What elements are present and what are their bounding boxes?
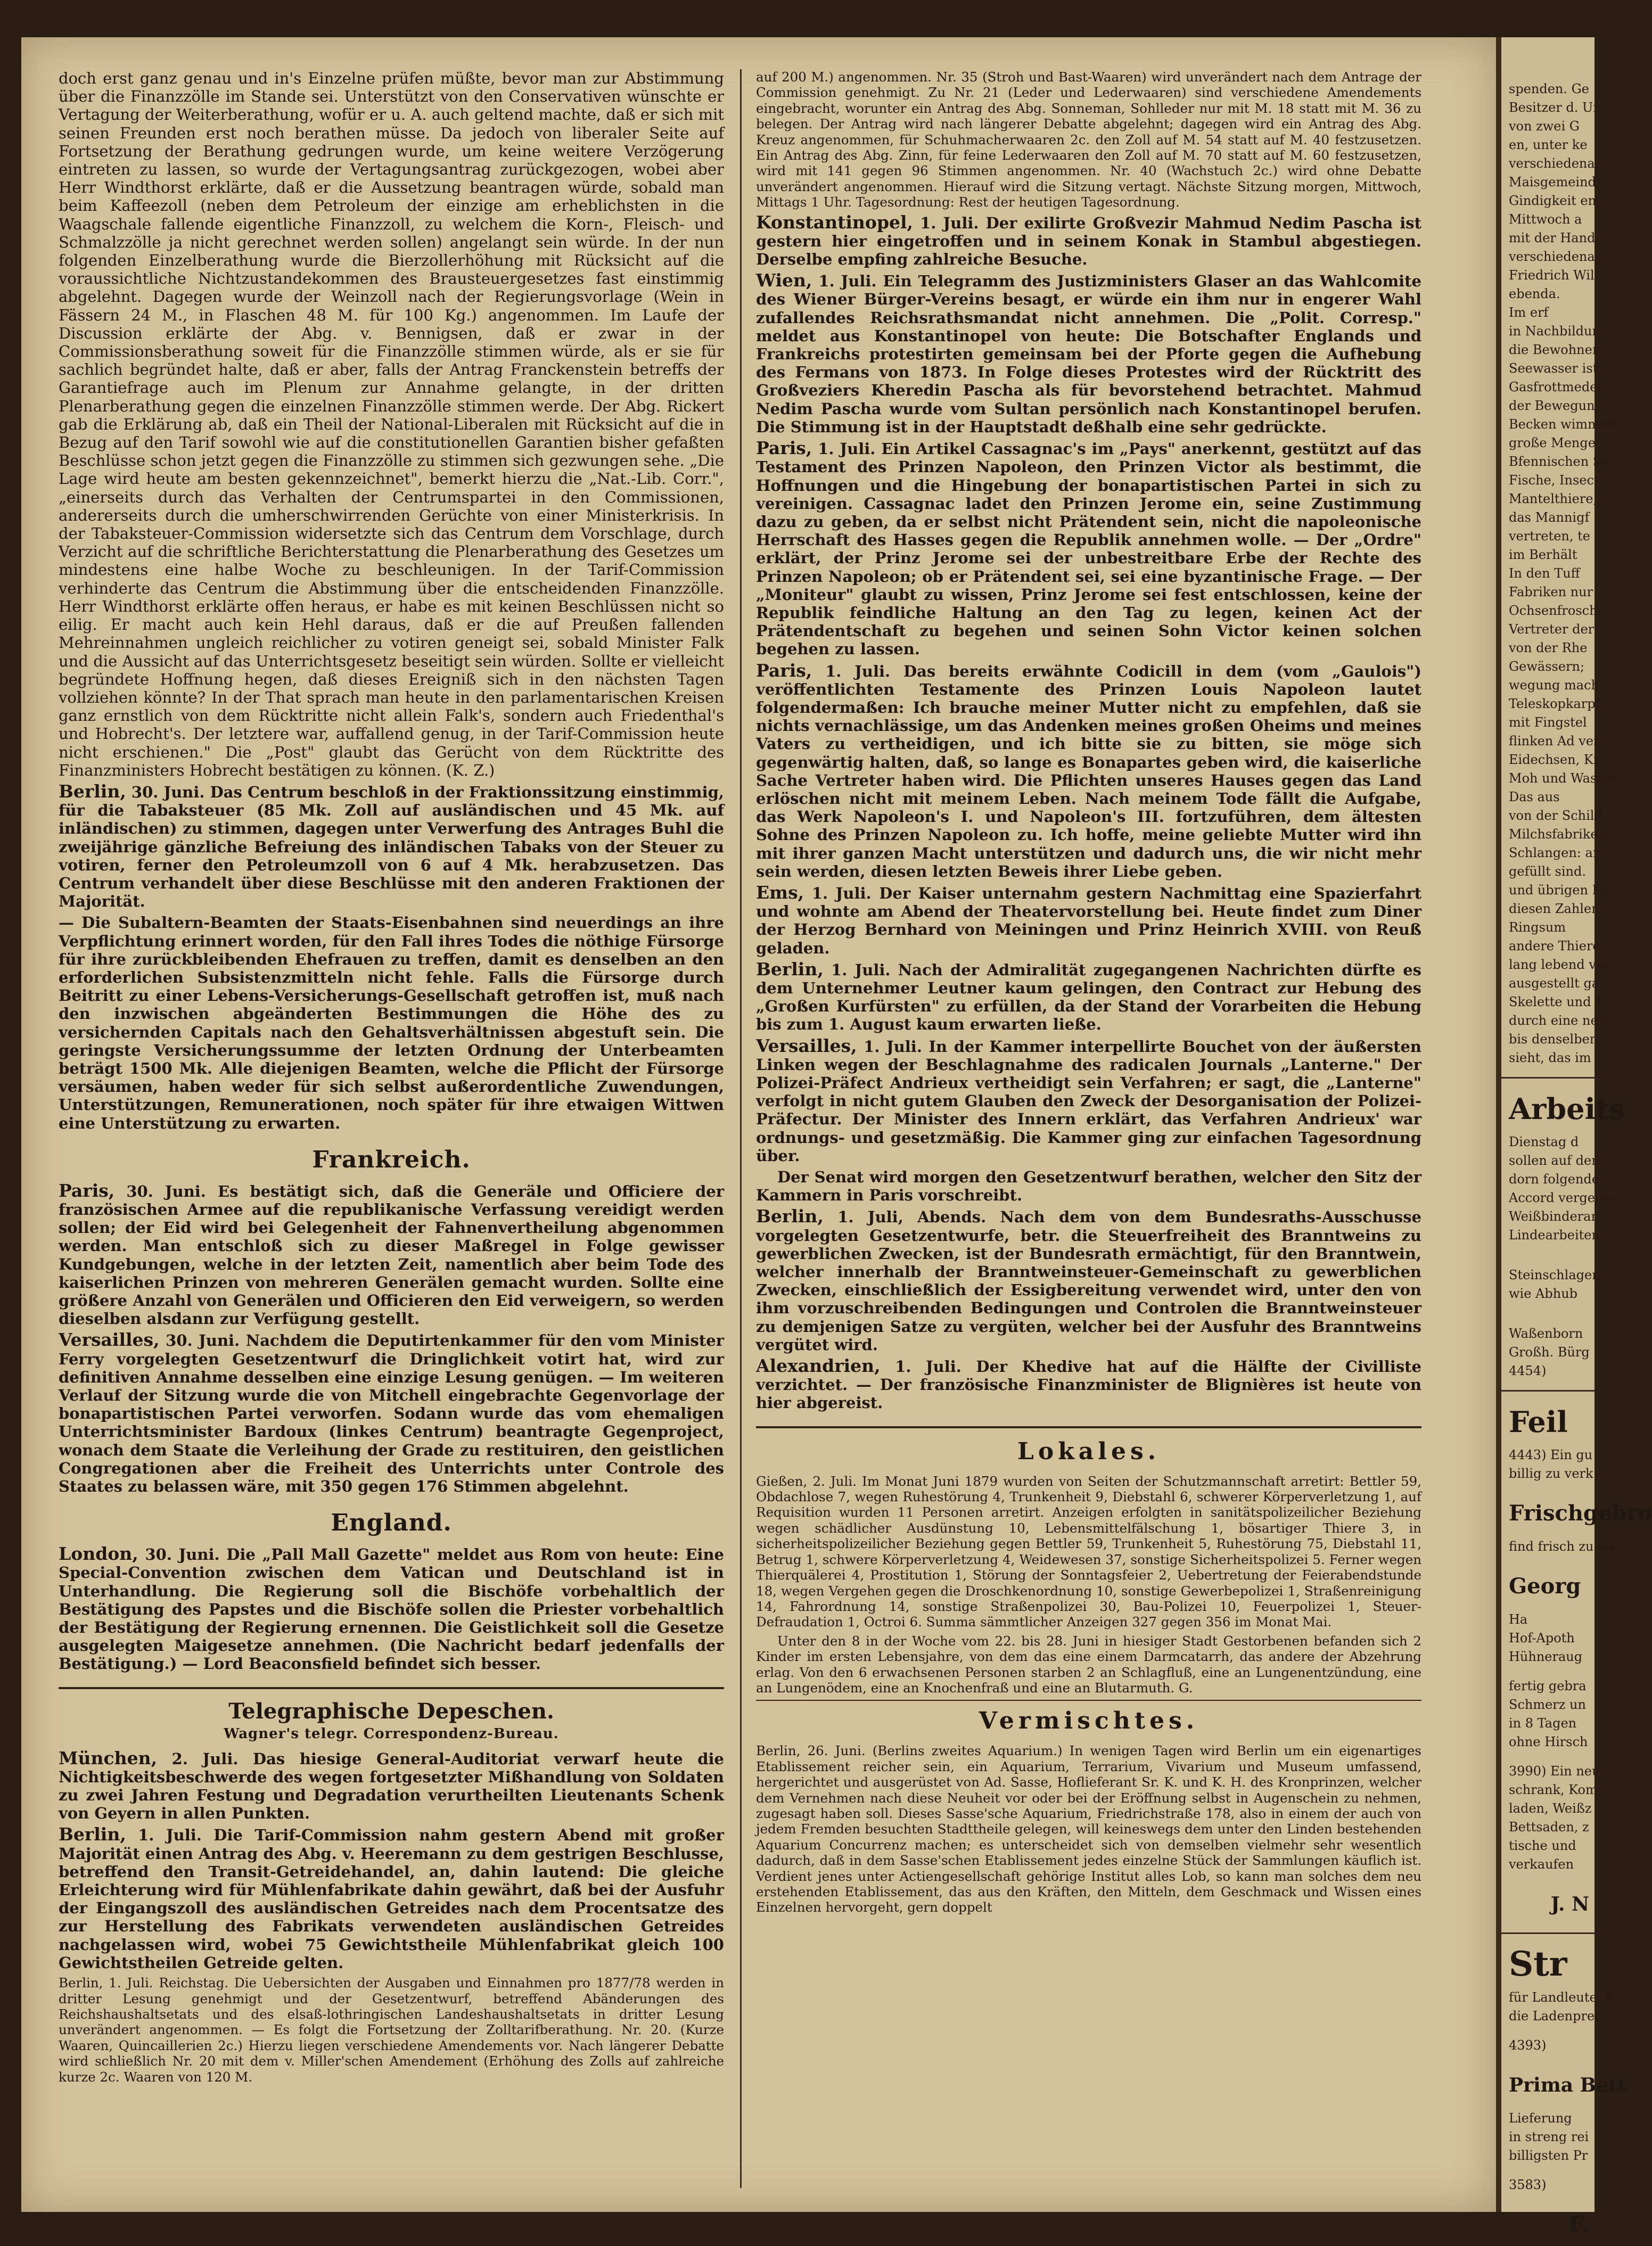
edge-text-line: lang lebend ver (1509, 957, 1610, 972)
article-muenchen (59, 1749, 724, 1823)
edge-text-line: flinken Ad ver (1509, 734, 1600, 748)
edge-ad-heading: Frischgebro (1509, 1501, 1652, 1526)
edge-text-line: Gasfrottmeder (1509, 380, 1604, 394)
edge-text-line: Moh und Wasser (1509, 771, 1617, 786)
edge-text-line: billigsten Pr (1509, 2148, 1588, 2163)
edge-text-line: In den Tuff (1509, 566, 1580, 581)
edge-text-line: Ochsenfrosche (1509, 603, 1605, 618)
section-divider (59, 1687, 724, 1689)
dateline: London, (59, 1543, 138, 1565)
edge-text-line: für Landleute, fe (1509, 1990, 1618, 2005)
dateline: Berlin, (756, 1206, 824, 1227)
edge-text-line: Fabriken nur (1509, 585, 1593, 599)
article-text: 1. Juli, Abends. Nach dem von dem Bundesraths-Ausschusse vorgelegten Gesetzentwurfe, betr. die Steuerfreiheit des Branntweins zu gewerblichen Zwecken, ist der Bundesrath ermächtigt, für den Branntwein, welcher innerhalb der Branntweinsteuer-Gemeinschaft zu gewerblichen Zwecken, einschließlich der Essigbereitung verwendet wird, unter den von ihm vorzuschreibenden Bedingungen und Controlen die Branntweinsteuer zu demjenigen Satze zu vergüten, welcher bei der Ausfuhr des Branntweins vergütet wird. (756, 1208, 1421, 1354)
edge-text-line: im Berhält (1509, 547, 1577, 562)
column-left (59, 69, 724, 2188)
edge-heading: Arbeits (1509, 1092, 1625, 1126)
edge-text-line: ebenda. (1509, 286, 1560, 301)
dateline: Berlin, (59, 1824, 126, 1845)
edge-text-block (1501, 2036, 1595, 2055)
article-text: 1. Juli. Die Tarif-Commission nahm gestern Abend mit großer Majorität einen Antrag des Abg. v. Heeremann zu dem gestrigen Beschlusse, betreffend den Transit-Getreidehandel, an, dahin lautend: Die gleiche Erleichterung wird für Mühlenfabrikate dahin gewährt, daß bei der Ausfuhr der Eingangszoll des ausländischen Getreides nach dem Procentsatze des zur Herstellung des Fabrikats verwendeten ausländischen Getreides nachgelassen wird, wobei 75 Gewichtstheile Mühlenfabrikat gleich 100 Gewichtstheilen Getreide gelten. (59, 1826, 724, 1972)
edge-text-line: sieht, das im (1509, 1050, 1591, 1065)
dateline: Versailles, (756, 1035, 857, 1056)
edge-text-line: fertig gebra (1509, 1679, 1587, 1693)
column-right (756, 69, 1421, 2188)
newspaper-page (21, 37, 1496, 2212)
edge-text-line: in Nachbildun (1509, 324, 1600, 339)
section-divider (756, 1426, 1421, 1428)
article-text: 30. Juni. Nachdem die Deputirtenkammer für den vom Minister Ferry vorgelegten Gesetzentwurf die Dringlichkeit votirt hat, wird zur definitiven Annahme desselben eine einzige Lesung genügen. — Im weiteren Verlauf der Sitzung wurde die von Mitchell eingebrachte Gegenvorlage der bonapartistischen Partei verworfen. Sodann wurde das vom ehemaligen Unterrichtsminister Bardoux (linkes Centrum) beantragte Gegenproject, wonach dem Staate die Verleihung der Grade zu restituiren, den geistlichen Congregationen aber die Freiheit des Unterrichts unter Controle des Staates zu belassen wäre, mit 350 gegen 176 Stimmen abgelehnt. (59, 1331, 724, 1496)
edge-text-line: billig zu verk (1509, 1466, 1593, 1481)
edge-text-line: ohne Hirsch (1509, 1734, 1588, 1749)
edge-text-line: bis denselben (1509, 1032, 1598, 1047)
edge-text-line: wegung mach (1509, 678, 1599, 693)
dateline: München, (59, 1747, 158, 1768)
edge-rule (1501, 1932, 1595, 1934)
article-konstantinopel (756, 213, 1421, 269)
edge-text-line: Großh. Bürg (1509, 1345, 1590, 1360)
edge-text-line: vertreten, te (1509, 529, 1590, 544)
article-aquarium: Berlin, 26. Juni. (Berlins zweites Aquarium.) In wenigen Tagen wird Berlin um ein eigenartiges Etablissement reicher sein, ein Aquarium, Terrarium, Vivarium und Museum umfassend, hergerichtet und ausgerüstet von Ad. Sasse, Hoflieferant Sr. K. und K. H. des Kronprinzen, welcher dem Vernehmen nach diese Neuheit vor oder bei der Eröffnung selbst in Augenschein zu nehmen, zugesagt haben soll. Dieses Sasse'sche Aquarium, Friedrichstraße 178, also in einem der auch von jedem Fremden besuchten Stadttheile gelegen, will keineswegs dem unter den Linden bestehenden Aquarium Concurrenz machen; es unterscheidet sich von demselben vielmehr sehr wesentlich dadurch, daß in dem Sasse'schen Etablissement jedes einzelne Stück der Sammlungen käuflich ist. Verdient jenes unter Actiengesellschaft gehörige Institut alles Lob, so kann man solches dem neu erstehenden Etablissement, das aus den Kräften, den Mitteln, dem Geschmack und Wissen eines Einzelnen hervorgeht, gern doppelt (756, 1743, 1421, 1915)
article-text: 30. Juni. Das Centrum beschloß in der Fraktionssitzung einstimmig, für die Tabaksteuer (85 Mk. Zoll auf ausländischen und 45 Mk. auf inländischen) zu stimmen, dagegen unter Verwerfung des Antrages Buhl die zweijährige gänzliche Befreiung des inländischen Tabaks von der Steuer zu votiren, ferner den Petroleumzoll von 6 auf 4 Mk. herabzusetzen. Das Centrum verhandelt über diese Beschlüsse mit den anderen Fraktionen der Majorität. (59, 783, 724, 911)
edge-text-line: Hühneraug (1509, 1649, 1583, 1664)
edge-text-line: Milchsfabriken (1509, 827, 1607, 842)
edge-text-line: ausgestellt ga (1509, 976, 1600, 991)
edge-heading: Str (1509, 1944, 1567, 1984)
edge-text-line: verkaufen (1509, 1857, 1574, 1872)
dateline: Alexandrien, (756, 1355, 881, 1377)
article-berlin-reichstag: Berlin, 1. Juli. Reichstag. Die Uebersichten der Ausgaben und Einnahmen pro 1877/78 werden in dritter Lesung genehmigt und der Gesetzentwurf, betreffend Abänderungen des Reichshaushaltsetats und des elsaß-lothringischen Landeshaushaltsetats in dritter Lesung unverändert angenommen. — Es folgt die Fortsetzung der Zolltarifberathung. Nr. 20. (Kurze Waaren, Quincaillerien 2c.) Hierzu liegen verschiedene Amendements vor. Nach längerer Debatte wird schließlich Nr. 20 mit dem v. Miller'schen Amendement (Erhöhung des Zolls auf zahlreiche kurze 2c. Waaren von 120 M. (59, 1975, 724, 2085)
edge-text-line: en, unter ke (1509, 137, 1588, 152)
edge-ad-heading: Georg (1509, 1574, 1581, 1599)
edge-heading: Feil (1509, 1405, 1568, 1439)
edge-text-line: Vertreter der (1509, 622, 1595, 637)
article-text: 1. Juli. Ein Telegramm des Justizministers Glaser an das Wahlcomite des Wiener Bürger-Vereins besagt, er würde ein ihm nur in engerer Wahl zufallendes Reichsrathsmandat nicht annehmen. Die „Polit. Corresp." meldet aus Konstantinopel von heute: Die Botschafter Englands und Frankreichs protestirten gemeinsam bei der Pforte gegen die Aufhebung des Fermans von 1873. In Folge dieses Protestes wird der Rücktritt des Großveziers Kheredin Pascha als für bevorstehend betrachtet. Mahmud Nedim Pascha wurde vom Sultan persönlich nach Konstantinopel berufen. Die Stimmung ist in der Hauptstadt deßhalb eine sehr gedrückte. (756, 272, 1421, 436)
edge-text-line: Fische, Insect (1509, 473, 1599, 488)
edge-text-line: Waßenborn (1509, 1326, 1583, 1341)
article-versailles-unterricht (59, 1331, 724, 1495)
edge-text-line: sollen auf dem (1509, 1153, 1604, 1168)
section-heading-lokales: Lokales. (1017, 1437, 1161, 1465)
edge-text-line: verschiedenar (1509, 156, 1601, 171)
edge-text-line: 4454) (1509, 1363, 1547, 1378)
edge-text-block (1501, 1133, 1619, 1245)
edge-text-block (1501, 2176, 1595, 2194)
edge-text-line: laden, Weißz (1509, 1801, 1592, 1816)
edge-rule (1501, 1077, 1595, 1079)
edge-text-line: Mantelthiere, (1509, 491, 1598, 506)
edge-text-line: in 8 Tagen (1509, 1716, 1577, 1731)
edge-text-line: Steinschlagen (1509, 1268, 1600, 1282)
edge-text-block (1501, 2109, 1595, 2165)
edge-text-line: 3990) Ein neu (1509, 1764, 1600, 1779)
edge-text-line: Becken wimmeln (1509, 417, 1620, 432)
edge-text-line: Accord vergeben (1509, 1190, 1619, 1205)
edge-text-line: Gewässern; (1509, 659, 1585, 674)
edge-text-line: Schmerz un (1509, 1697, 1586, 1712)
dateline: Berlin, (756, 958, 824, 980)
edge-text-line: Eidechsen, Kro (1509, 752, 1607, 767)
edge-ad-heading: J. N (1550, 1893, 1589, 1915)
edge-text-line: die Bewohner (1509, 342, 1599, 357)
dateline: Paris, (756, 660, 812, 681)
reichstag-report-text: doch erst ganz genau und in's Einzelne prüfen müßte, bevor man zur Abstimmung über die Finanzzölle im Stande sei. Unterstützt von den Conservativen wünschte er Vertagung der Weiterberathung, wofür er u. A. auch geltend machte, daß er sich mit seinen Freunden erst noch berathen müsse. Da jedoch von liberaler Seite auf Fortsetzung der Berathung gedrungen wurde, um keine weitere Verzögerung eintreten zu lassen, so wurde der Vertagungsantrag zurückgezogen, wobei aber Herr Windthorst erklärte, daß er die Aussetzung beantragen würde, sobald man beim Kaffeezoll (neben dem Petroleum der einzige am erheblichsten in die Waagschale fallende eigentliche Finanzzoll, zu welchem die Korn-, Fleisch- und Schmalzzölle ja nicht gerechnet werden sollen) angelangt sein würde. In der nun folgenden Einzelberathung wurde die Bierzollerhöhung mit Rücksicht auf die voraussichtliche Nichtzustandekommen des Brausteuergesetzes fast einstimmig abgelehnt. Dagegen wurde der Weinzoll nach der Regierungsvorlage (Wein in Fässern 24 M., in Flaschen 48 M. für 100 Kg.) angenommen. Im Laufe der Discussion erklärte der Abg. v. Bennigsen, daß er zwar in der Commissionsberathung soweit für die Finanzzölle stimmen würde, als er sie für sachlich begründet halte, daß er aber, falls der Antrag Franckenstein betreffs der Garantiefrage auch im Plenum zur Annahme gelangte, in der dritten Plenarberathung gegen die einzelnen Finanzzölle stimmen werde. Der Abg. Rickert gab die Erklärung ab, daß ein Theil der National-Liberalen mit Rücksicht auf die in Bezug auf den Tarif sowohl wie auf die constitutionellen Garantien bisher gefaßten Beschlüsse schon jetzt gegen die Finanzzölle zu stimmen sich gezwungen sehe. „Die Lage wird heute am besten gekennzeichnet", bemerkt hierzu die „Nat.-Lib. Corr.", „einerseits durch das Verhalten der Centrumspartei in den Commissionen, andererseits durch die umherschwirrenden Gerüchte von einer Ministerkrisis. In der Tabaksteuer-Commission widersetzte sich das Centrum dem Vorschlage, durch Verzicht auf die schriftliche Berichterstattung die Plenarberathung des Gesetzes um mindestens eine halbe Woche zu beschleunigen. In der Tarif-Commission verhinderte das Centrum die Abstimmung über die entscheidenden Finanzzölle. Herr Windthorst erklärte offen heraus, er habe es mit keinen Beschlüssen nicht so eilig. Er macht auch kein Hehl daraus, daß er die auf Preußen fallenden Mehreinnahmen ungleich reichlicher zu votiren geneigt sei, sobald Minister Falk und die Aussicht auf das Unterrichtsgesetz beseitigt sein würden. Sollte er vielleicht begründete Hoffnung hegen, daß dieses Ereigniß sich in den nächsten Tagen vollziehen könnte? In der That sprach man heute in den parlamentarischen Kreisen ganz ernstlich von dem Rücktritte nicht allein Falk's, sondern auch Friedenthal's und Hobrecht's. Der letztere war, auffallend genug, in der Tarif-Commission heute nicht erschienen." Die „Post" glaubt das Gerücht von dem Rücktritte des Finanzministers Hobrecht bestätigen zu können. (K. Z.) (59, 69, 724, 779)
edge-text-block (1501, 1762, 1600, 1781)
article-giessen: Gießen, 2. Juli. Im Monat Juni 1879 wurden von Seiten der Schutzmannschaft arretirt: Bettler 59, Obdachlose 7, wegen Ruhestörung 4, Trunkenheit 9, Diebstahl 6, schwerer Körperverletzung 1, auf Requisition wurden 11 Personen arretirt. Anzeigen erfolgten in sanitätspolizeilicher Beziehung wegen schädlicher Ausdünstung 10, Lebensmittelfälschung 1, bösartiger Thiere 3, in sicherheitspolizeilicher Beziehung gegen Bettler 59, Trunkenheit 5, Ruhestörung 75, Diebstahl 11, Betrug 1, schwere Körperverletzung 4, Weidewesen 37, sonstige Sicherheitspolizei 5. Ferner wegen Thierquälerei 4, Prostitution 1, Störung der Sonntagsfeier 2, Uebertretung der Feierabendstunde 18, wegen Vergehen gegen die Droschkenordnung 10, sonstige Gewerbepolizei 1, Straßenreinigung 14, Fahrordnung 14, sonstige Straßenpolizei 30, Bau-Polizei 10, Feuerpolizei 1, Steuer-Defraudation 1, Octroi 6. Summa sämmtlicher Anzeigen 327 gegen 356 im Monat Mai. (756, 1473, 1421, 1630)
edge-text-line: andere Thiere o (1509, 939, 1612, 953)
edge-text-line: Lindearbeiten (1509, 1228, 1600, 1243)
article-versailles-lanterne (756, 1037, 1421, 1165)
article-text: 1. Juli. Das bereits erwähnte Codicill in dem (vom „Gaulois") veröffentlichten Testamente des Prinzen Louis Napoleon lautet folgendermaßen: Ich brauche meiner Mutter nicht zu empfehlen, daß sie nichts vernachlässige, um das Andenken meines großen Oheims und meines Vaters zu vertheidigen, und ich bitte sie zu bitten, sie möge sich gegenwärtig halten, daß, so lange es Bonapartes geben wird, die kaiserliche Sache Vertreter haben wird. Die Pflichten unseres Hauses gegen das Land erlöschen nicht mit meinem Leben. Nach meinem Tode fällt die Aufgabe, das Werk Napoleon's I. und Napoleon's III. fortzuführen, dem ältesten Sohne des Prinzen Napoleon zu. Ich hoffe, meine geliebte Mutter wird ihn mit ihrer ganzen Macht unterstützen und dadurch uns, die wir nicht mehr sein werden, diesen letzten Beweis ihrer Liebe geben. (756, 662, 1421, 881)
article-text: 2. Juli. Das hiesige General-Auditoriat verwarf heute die Nichtigkeitsbeschwerde des wegen fortgesetzter Mißhandlung von Soldaten zu zwei Jahren Festung und Degradation verurtheilten Lieutenants Schenk von Geyern in allen Punkten. (59, 1749, 724, 1823)
dateline: Ems, (756, 882, 804, 903)
edge-text-line: der Bewegun (1509, 398, 1595, 413)
edge-text-line: verschiedenar (1509, 249, 1601, 264)
edge-text-line: spenden. Ge (1509, 81, 1589, 96)
edge-text-line: 4393) (1509, 2038, 1547, 2053)
edge-text-line: mit Fingstel (1509, 715, 1587, 730)
edge-text-line: das Mannigf (1509, 510, 1590, 525)
edge-text-line: diesen Zahlen (1509, 901, 1600, 916)
edge-text-line: Ha (1509, 1612, 1528, 1627)
edge-text-line: mit der Hand (1509, 231, 1596, 245)
edge-text-line: Im erf (1509, 305, 1549, 320)
edge-text-line: von der Schild (1509, 808, 1602, 823)
article-text: 1. Juli. Der Khedive hat auf die Hälfte der Civilliste verzichtet. — Der französische Finanzminister de Blignières ist heute von hier abgereist. (756, 1358, 1421, 1412)
section-divider (756, 1700, 1421, 1701)
edge-text-block (1501, 1537, 1614, 1556)
edge-text-block (1501, 1324, 1595, 1380)
edge-text-line: Seewasser ist (1509, 361, 1598, 376)
edge-rule (1501, 1390, 1595, 1392)
edge-text-line: Weißbinderar (1509, 1209, 1597, 1224)
article-paris-testament (756, 662, 1421, 881)
article-alexandrien (756, 1357, 1421, 1412)
edge-text-block (1501, 1610, 1595, 1666)
edge-text-line: Hof-Apoth (1509, 1631, 1575, 1646)
edge-text-line: Besitzer d. Un (1509, 100, 1601, 115)
edge-text-block (1501, 80, 1620, 1067)
article-senat: Der Senat wird morgen den Gesetzentwurf berathen, welcher den Sitz der Kammern in Paris vorschreibt. (756, 1168, 1421, 1205)
edge-text-line: und übrigen Fa (1509, 883, 1608, 898)
article-berlin-branntwein (756, 1207, 1421, 1354)
edge-ad-heading: F. (1568, 2212, 1589, 2237)
article-text: 1. Juli. In der Kammer interpellirte Bouchet von der äußersten Linken wegen der Beschlagnahme des radicalen Journals „Lanterne." Der Polizei-Präfect Andrieux vertheidigt sein Verfahren; er sagt, die „Lanterne" verfolgt in nicht gutem Glauben den Zweck der Desorganisation der Polizei-Präfectur. Der Minister des Innern erklärt, das Verfahren Andrieux' war ordnungs- und gesetzmäßig. Die Kammer ging zur einfachen Tagesordnung über. (756, 1037, 1421, 1165)
article-text: 1. Juli. Ein Artikel Cassagnac's im „Pays" anerkennt, gestützt auf das Testament des Prinzen Napoleon, den Prinzen Victor als bestimmt, die Hoffnungen und die Hingebung der bonapartistischen Partei in sich zu vereinigen. Cassagnac ladet den Prinzen Jerome ein, seine Zustimmung dazu zu geben, da er selbst nicht Prätendent sein, nicht die napoleonische Herrschaft des Hasses gegen die Republik annehmen wolle. — Der „Ordre" erklärt, der Prinz Jerome sei der unbestreitbare Erbe der Rechte des Prinzen Napoleon; ob er Prätendent sei, sei eine byzantinische Frage. — Der „Moniteur" glaubt zu wissen, Prinz Jerome sei fest entschlossen, keine der Republik feindliche Haltung an den Tag zu legen, keinen Act der Prätendentschaft zu begehen und seinen Sohn Victor keinen solchen begehen zu lassen. (756, 440, 1421, 659)
edge-text-line: durch eine neu (1509, 1013, 1607, 1028)
dateline: Konstantinopel, (756, 211, 914, 233)
edge-text-line: wie Abhub (1509, 1286, 1578, 1301)
edge-text-line: Gindigkeit en (1509, 193, 1597, 208)
edge-text-block (1501, 1988, 1618, 2026)
column-rule (740, 69, 742, 2188)
edge-ad-heading: Prima Bett (1509, 2074, 1626, 2096)
article-berlin-kurfuerst (756, 960, 1421, 1034)
article-text: 1. Juli. Der Kaiser unternahm gestern Nachmittag eine Spazierfahrt und wohnte am Abend der Theatervorstellung bei. Heute findet zum Diner der Herzog Bernhard von Meiningen und Prinz Heinrich XVIII. von Reuß geladen. (756, 884, 1421, 957)
edge-text-line: dorn folgende (1509, 1172, 1599, 1187)
dateline: Versailles, (59, 1329, 160, 1351)
edge-text-line: Skelette und T (1509, 994, 1604, 1009)
edge-text-line: Teleskopkarpf (1509, 696, 1600, 711)
article-paris-eid (59, 1182, 724, 1328)
edge-text-line: Das aus (1509, 789, 1560, 804)
edge-text-line: schrank, Kom (1509, 1782, 1598, 1797)
edge-text-line: Mittwoch a (1509, 212, 1582, 227)
edge-text-block (1501, 1446, 1595, 1483)
edge-text-line: 3583) (1509, 2177, 1547, 2192)
section-heading-england: England. (331, 1509, 452, 1537)
dateline: Wien, (756, 270, 812, 291)
edge-text-block (1501, 1266, 1600, 1303)
edge-text-block (1501, 1677, 1595, 1751)
article-text: 30. Juni. Die „Pall Mall Gazette" meldet aus Rom von heute: Eine Special-Convention zwischen dem Vatican und Deutschland ist in Unterhandlung. Die Regierung soll die Bischöfe vorbehaltlich der Bestätigung des Papstes und die Bischöfe sollen die Priester vorbehaltlich der Bestätigung der Regierung ernennen. Die Geistlichkeit soll die Gesetze ausgelegten Maigesetze annehmen. (Die Nachricht bedarf jedenfalls der Bestätigung.) — Lord Beaconsfield befindet sich besser. (59, 1545, 724, 1673)
edge-text-line: tische und (1509, 1838, 1576, 1853)
article-ems (756, 884, 1421, 957)
edge-text-line: Maisgemeinde (1509, 175, 1604, 190)
edge-text-line: 4443) Ein gu (1509, 1447, 1593, 1462)
article-subalternbeamte: — Die Subaltern-Beamten der Staats-Eisenbahnen sind neuerdings an ihre Verpflichtung erinnert worden, für den Fall ihres Todes die nöthige Fürsorge für ihre zurückbleibenden Ehefrauen zu treffen, damit es denselben an den erforderlichen Subsistenzmitteln nicht fehle. Falls die Fürsorge durch Beitritt zu einer Lebens-Versicherungs-Gesellschaft getroffen ist, muß nach den inzwischen abgeänderten Bestimmungen die Höhe des zu versichernden Capitals nach den Gehaltsverhältnissen abgestuft sein. Die geringste Versicherungssumme der letzten Ordnung der Unterbeamten beträgt 1500 Mk. Alle diejenigen Beamten, welche die Pflicht der Fürsorge versäumen, haben weder für sich selbst außerordentliche Zuwendungen, Unterstützungen, Remunerationen, noch später für ihre etwaigen Wittwen eine Unterstützung zu erwarten. (59, 914, 724, 1132)
article-wien (756, 272, 1421, 436)
bureau-credit: Wagner's telegr. Correspondenz-Bureau. (224, 1725, 559, 1742)
edge-text-line: die Ladenpreise. (1509, 2009, 1617, 2023)
article-berlin-tarif (59, 1825, 724, 1972)
adjacent-page-edge (1496, 37, 1652, 2237)
edge-text-line: Lieferung (1509, 2111, 1572, 2126)
edge-text-line: Schlangen: an (1509, 845, 1601, 860)
edge-text-line: von zwei G (1509, 119, 1580, 134)
dateline: Paris, (756, 438, 812, 459)
article-paris-cassagnac (756, 439, 1421, 658)
dateline: Paris, (59, 1180, 115, 1201)
article-berlin-centrum (59, 780, 724, 911)
article-sterbefaelle: Unter den 8 in der Woche vom 22. bis 28. Juni in hiesiger Stadt Gestorbenen befanden sich 2 Kinder im ersten Lebensjahre, von dem das eine einem Darmcatarrh, das andere der Abzehrung erlag. Von den 6 erwachsenen Personen starben 2 an Schlagfluß, eine an Lungenentzündung, eine an Lungenödem, eine an Knochenfraß und eine an Blutarmuth. G. (756, 1633, 1421, 1696)
edge-text-line: Ringsum (1509, 920, 1566, 935)
article-text: 1. Juli. Der exilirte Großvezir Mahmud Nedim Pascha ist gestern hier eingetroffen und in seinem Konak in Stambul abgestiegen. Derselbe empfing zahlreiche Besuche. (756, 213, 1421, 269)
edge-text-line: find frisch zu ha (1509, 1539, 1614, 1554)
edge-text-line: von der Rhe (1509, 640, 1588, 655)
article-text: 1. Juli. Nach der Admiralität zugegangenen Nachrichten dürfte es dem Unternehmer Leutner kaum gelingen, den Contract zur Hebung des „Großen Kurfürsten" zu erfüllen, da der Stand der Vorarbeiten die Hebung bis zum 1. August kaum erwarten ließe. (756, 960, 1421, 1034)
edge-text-line: in streng rei (1509, 2129, 1589, 2144)
article-london (59, 1545, 724, 1673)
edge-text-line: Bettsaden, z (1509, 1820, 1589, 1834)
edge-text-line: große Menge (1509, 435, 1596, 450)
dateline: Berlin, (59, 780, 126, 802)
reichstag-continuation: auf 200 M.) angenommen. Nr. 35 (Stroh und Bast-Waaren) wird unverändert nach dem Antrage der Commission genehmigt. Zu Nr. 21 (Leder und Lederwaaren) sind verschiedene Amendements eingebracht, worunter ein Antrag des Abg. Sonneman, Sohlleder nur mit M. 18 statt mit M. 36 zu belegen. Der Antrag wird nach längerer Debatte abgelehnt; dagegen wird ein Antrag des Abg. Kreuz angenommen, für Schuhmacherwaaren 2c. den Zoll auf M. 54 statt auf M. 40 festzusetzen. Ein Antrag des Abg. Zinn, für feine Lederwaaren den Zoll auf M. 70 statt auf M. 60 festzusetzen, wird mit 141 gegen 96 Stimmen angenommen. Nr. 40 (Wachstuch 2c.) wird ohne Debatte unverändert angenommen. Hierauf wird die Sitzung vertagt. Nächste Sitzung morgen, Mittwoch, Mittags 1 Uhr. Tagesordnung: Rest der heutigen Tagesordnung. (756, 69, 1421, 210)
edge-text-line: Bfennischen Se (1509, 454, 1609, 469)
edge-text-line: Friedrich Wil (1509, 268, 1595, 283)
edge-text-line: Dienstag d (1509, 1134, 1579, 1149)
section-heading-vermischtes: Vermischtes. (979, 1707, 1199, 1735)
section-heading-telegraphische-depeschen: Telegraphische Depeschen. (228, 1698, 554, 1724)
article-text: 30. Juni. Es bestätigt sich, daß die Generäle und Officiere der französischen Armee auf die republikanische Verfassung vereidigt werden sollen; der Eid wird bei Gelegenheit der Fahnenvertheilung abgenommen werden. Man entschloß sich zu dieser Maßregel in Folge gewisser Kundgebungen, welche in der letzten Zeit, namentlich aber beim Tode des kaiserlichen Prinzen von mehreren Generälen gemacht wurden. Sollte eine größere Anzahl von Generälen und Officieren den Eid verweigern, so werden dieselben alsdann zur Verfügung gestellt. (59, 1182, 724, 1328)
section-heading-frankreich: Frankreich. (312, 1146, 471, 1173)
edge-text-line: gefüllt sind. (1509, 864, 1586, 879)
edge-text-block (1501, 1781, 1598, 1874)
